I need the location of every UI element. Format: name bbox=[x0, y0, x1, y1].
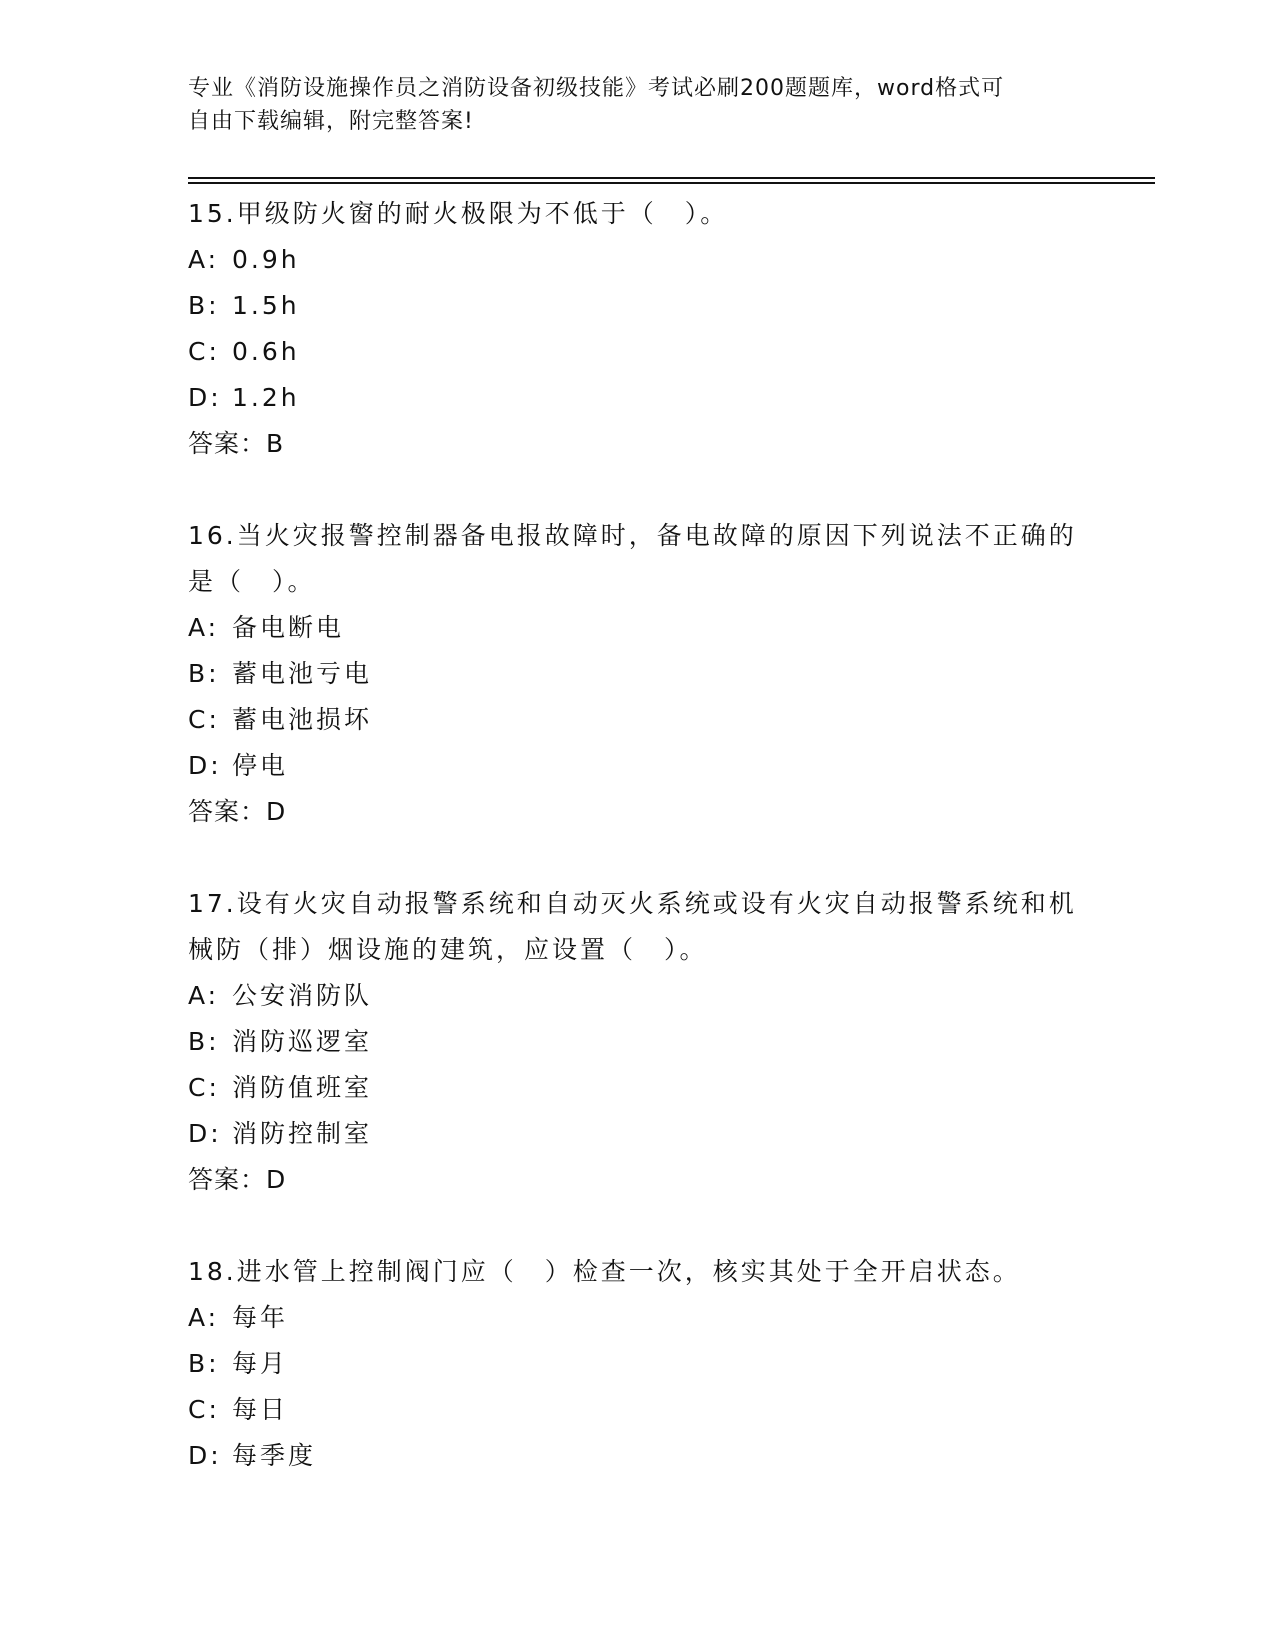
option-letter: A: bbox=[188, 613, 220, 642]
option-text: 消防巡逻室 bbox=[232, 1027, 373, 1056]
option-letter: D: bbox=[188, 1441, 222, 1470]
header-line-1: 专业《消防设施操作员之消防设备初级技能》考试必刷200题题库，word格式可 bbox=[188, 76, 1005, 101]
option-letter: C: bbox=[188, 705, 220, 734]
option-letter: B: bbox=[188, 291, 220, 320]
option-letter: A: bbox=[188, 981, 220, 1010]
question-18 bbox=[188, 1249, 1088, 1479]
option-text: 1.5h bbox=[232, 291, 300, 320]
option-letter: C: bbox=[188, 1073, 220, 1102]
question-stem: 16.当火灾报警控制器备电报故障时，备电故障的原因下列说法不正确的是（ ）。 bbox=[188, 521, 1077, 596]
option-letter: D: bbox=[188, 1119, 222, 1148]
option-text: 每年 bbox=[232, 1303, 289, 1332]
option-text: 蓄电池损坏 bbox=[232, 705, 373, 734]
option-c bbox=[188, 329, 1088, 375]
option-text: 消防值班室 bbox=[232, 1073, 373, 1102]
option-text: 蓄电池亏电 bbox=[232, 659, 373, 688]
option-c bbox=[188, 1387, 1088, 1433]
answer-value: D bbox=[266, 797, 289, 826]
question-list bbox=[188, 191, 1088, 1525]
option-d bbox=[188, 743, 1088, 789]
option-d bbox=[188, 375, 1088, 421]
option-text: 停电 bbox=[232, 751, 289, 780]
option-b bbox=[188, 1019, 1088, 1065]
header-divider-top bbox=[188, 177, 1155, 179]
option-b bbox=[188, 651, 1088, 697]
answer-label: 答案： bbox=[188, 429, 267, 458]
question-stem: 18.进水管上控制阀门应（ ）检查一次，核实其处于全开启状态。 bbox=[188, 1257, 1021, 1286]
option-text: 每月 bbox=[232, 1349, 289, 1378]
option-c bbox=[188, 697, 1088, 743]
answer-line bbox=[188, 1157, 1088, 1203]
option-text: 公安消防队 bbox=[232, 981, 373, 1010]
option-letter: B: bbox=[188, 659, 220, 688]
option-text: 备电断电 bbox=[232, 613, 345, 642]
option-d bbox=[188, 1433, 1088, 1479]
option-text: 消防控制室 bbox=[232, 1119, 373, 1148]
question-16 bbox=[188, 513, 1088, 835]
option-text: 0.9h bbox=[232, 245, 300, 274]
option-c bbox=[188, 1065, 1088, 1111]
option-letter: D: bbox=[188, 751, 222, 780]
option-a bbox=[188, 1295, 1088, 1341]
option-letter: A: bbox=[188, 1303, 220, 1332]
question-17 bbox=[188, 881, 1088, 1203]
question-15 bbox=[188, 191, 1088, 467]
option-letter: C: bbox=[188, 337, 220, 366]
option-letter: D: bbox=[188, 383, 222, 412]
option-d bbox=[188, 1111, 1088, 1157]
option-text: 每日 bbox=[232, 1395, 289, 1424]
answer-line bbox=[188, 421, 1088, 467]
option-letter: B: bbox=[188, 1349, 220, 1378]
question-stem: 15.甲级防火窗的耐火极限为不低于（ ）。 bbox=[188, 199, 729, 228]
answer-value: B bbox=[266, 429, 287, 458]
document-header bbox=[188, 72, 1068, 138]
option-letter: B: bbox=[188, 1027, 220, 1056]
header-line-2: 自由下载编辑，附完整答案! bbox=[188, 109, 474, 134]
answer-label: 答案： bbox=[188, 1165, 267, 1194]
option-text: 1.2h bbox=[232, 383, 300, 412]
option-b bbox=[188, 283, 1088, 329]
option-a bbox=[188, 973, 1088, 1019]
question-stem: 17.设有火灾自动报警系统和自动灭火系统或设有火灾自动报警系统和机械防（排）烟设施的建筑，应设置（ ）。 bbox=[188, 889, 1077, 964]
option-letter: A: bbox=[188, 245, 220, 274]
answer-label: 答案： bbox=[188, 797, 267, 826]
option-a bbox=[188, 237, 1088, 283]
answer-line bbox=[188, 789, 1088, 835]
answer-value: D bbox=[266, 1165, 289, 1194]
header-divider-bottom bbox=[188, 182, 1155, 184]
option-b bbox=[188, 1341, 1088, 1387]
option-letter: C: bbox=[188, 1395, 220, 1424]
option-a bbox=[188, 605, 1088, 651]
option-text: 每季度 bbox=[232, 1441, 317, 1470]
option-text: 0.6h bbox=[232, 337, 300, 366]
